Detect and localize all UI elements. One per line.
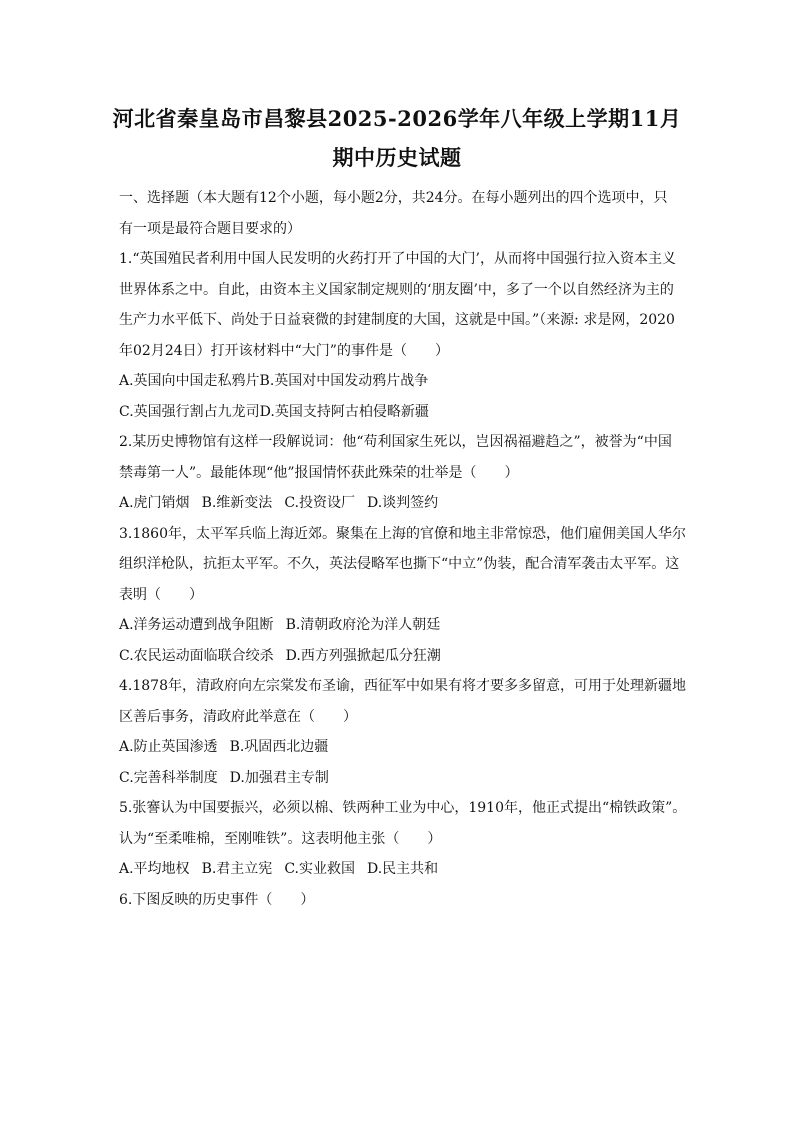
question-4 <box>119 671 684 793</box>
answer-option: C.英国强行割占九龙司D.英国支持阿古柏侵略新疆 <box>119 403 429 420</box>
answer-option: C.实业救国 <box>284 861 355 877</box>
question-5 <box>119 793 687 885</box>
question-text-line: 组织洋枪队，抗拒太平军。不久，英法侵略军也撕下“中立”伪装，配合清军袭击太平军。这 <box>119 556 680 572</box>
question-text-line: 2.某历史博物馆有这样一段解说词：他“苟利国家生死以，岂因祸福避趋之”，被誉为“中国 <box>119 434 672 450</box>
answer-option: D.谈判签约 <box>366 495 439 511</box>
question-text-line: 区善后事务，清政府此举意在（ ） <box>119 708 357 725</box>
section-heading-line1: 一、选择题（本大题有12个小题，每小题2分，共24分。在每小题列出的四个选项中，只 <box>119 190 668 206</box>
exam-body <box>119 183 687 915</box>
question-text-line: 年02月24日）打开该材料中“大门”的事件是（ ） <box>119 342 449 359</box>
question-6 <box>119 885 684 916</box>
question-text-line: 表明（ ） <box>119 586 203 603</box>
answer-option: B.巩固西北边疆 <box>229 739 329 755</box>
option-row <box>119 397 684 428</box>
question-text-line: 世界体系之中。自此，由资本主义国家制定规则的‘朋友圈’中，多了一个以自然经济为主的 <box>119 281 674 298</box>
exam-title-line2: 期中历史试题 <box>332 145 462 170</box>
option-row <box>119 763 684 794</box>
answer-option: D.加强君主专制 <box>229 769 329 786</box>
option-row <box>119 732 684 763</box>
answer-option: D.西方列强掀起瓜分狂潮 <box>285 647 441 664</box>
question-1 <box>119 244 684 427</box>
question-text-line: 认为“至柔唯棉，至刚唯铁”。这表明他主张（ ） <box>119 830 442 847</box>
answer-option: C.完善科举制度 <box>119 769 218 786</box>
answer-option: A.虎门销烟 <box>119 495 190 511</box>
answer-option: A.英国向中国走私鸦片B.英国对中国发动鸦片战争 <box>119 373 429 389</box>
option-row <box>119 641 684 672</box>
question-text-line: 3.1860年，太平军兵临上海近郊。聚集在上海的官僚和地主非常惊恐，他们雇佣美国人华尔 <box>119 525 686 542</box>
exam-title-line1: 河北省秦皇岛市昌黎县2025-2026学年八年级上学期11月 <box>112 106 682 131</box>
option-row <box>119 854 684 885</box>
answer-option: B.维新变法 <box>201 495 273 511</box>
answer-option: A.洋务运动遭到战争阻断 <box>119 617 274 633</box>
question-list <box>119 244 687 915</box>
option-row <box>119 488 684 519</box>
answer-option: A.防止英国渗透 <box>119 739 218 755</box>
answer-option: D.民主共和 <box>366 861 439 877</box>
option-row <box>119 610 684 641</box>
question-2 <box>119 427 684 519</box>
question-text-line: 生产力水平低下、尚处于日益衰微的封建制度的大国，这就是中国。”（来源: 求是网，2020 <box>119 312 675 328</box>
option-row <box>119 366 684 397</box>
question-text-line: 6.下图反映的历史事件（ ） <box>119 891 315 908</box>
section-heading-line2: 有一项是最符合题目要求的） <box>119 220 301 237</box>
answer-option: B.清朝政府沦为洋人朝廷 <box>285 617 441 633</box>
answer-option: C.投资设厂 <box>284 495 355 511</box>
question-3 <box>119 519 684 672</box>
question-text-line: 1.“英国殖民者利用中国人民发明的火药打开了中国的大门’，从而将中国强行拉入资本主义 <box>119 251 676 267</box>
question-text-line: 5.张謇认为中国要振兴，必须以棉、铁两种工业为中心，1910年，他正式提出“棉铁政策”。 <box>119 800 687 816</box>
question-text-line: 禁毒第一人”。最能体现“他”报国情怀获此殊荣的壮举是（ ） <box>119 464 519 481</box>
answer-option: C.农民运动面临联合绞杀 <box>119 647 274 664</box>
answer-option: A.平均地权 <box>119 861 190 877</box>
answer-option: B.君主立宪 <box>201 861 273 877</box>
question-text-line: 4.1878年，清政府向左宗棠发布圣谕，西征军中如果有将才要多多留意，可用于处理新疆地 <box>119 678 686 694</box>
